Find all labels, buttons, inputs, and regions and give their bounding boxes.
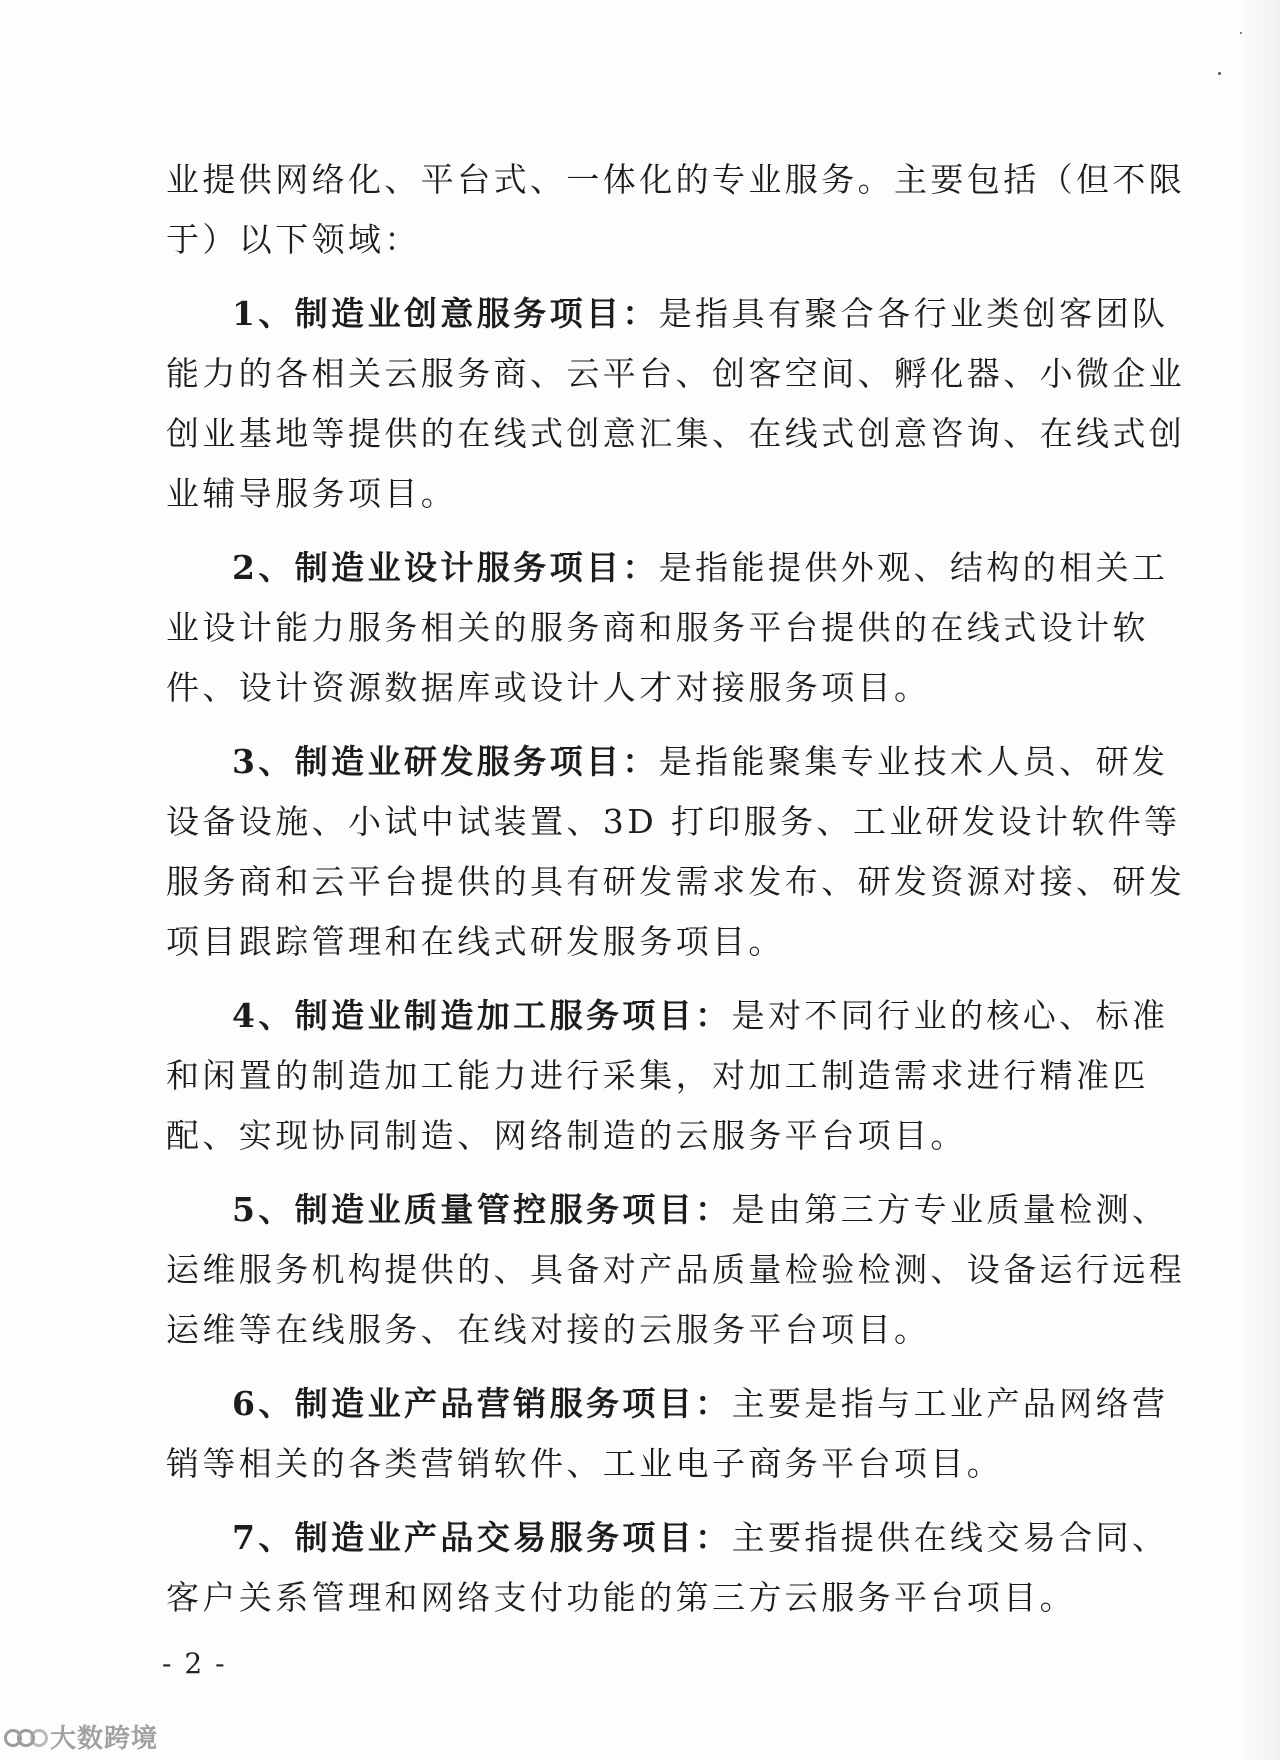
- item-text: 是对不同行业的核心、标准: [731, 996, 1169, 1035]
- intro-line-2: 于）以下领域：: [166, 220, 421, 259]
- item-number: 6、: [232, 1384, 295, 1423]
- item-number: 7、: [232, 1518, 295, 1557]
- item-continuation: 设备设施、小试中试装置、3D 打印服务、工业研发设计软件等: [166, 802, 1181, 841]
- item-title: 制造业设计服务项目：: [294, 548, 659, 587]
- watermark-text: 大数跨境: [50, 1723, 159, 1754]
- item-continuation: 服务商和云平台提供的具有研发需求发布、研发资源对接、研发: [166, 862, 1186, 901]
- document-body: [166, 150, 1186, 1628]
- item-text: 是指具有聚合各行业类创客团队: [658, 294, 1169, 333]
- item-title: 制造业制造加工服务项目：: [294, 996, 732, 1035]
- item-continuation: 和闲置的制造加工能力进行采集，对加工制造需求进行精准匹: [166, 1056, 1149, 1095]
- list-item-4: [166, 986, 1169, 1166]
- item-continuation: 运维等在线服务、在线对接的云服务平台项目。: [166, 1310, 931, 1349]
- item-text: 是指能提供外观、结构的相关工: [658, 548, 1169, 587]
- list-item-5: [166, 1180, 1186, 1360]
- item-continuation: 业设计能力服务相关的服务商和服务平台提供的在线式设计软: [166, 608, 1149, 647]
- item-title: 制造业产品营销服务项目：: [294, 1384, 732, 1423]
- item-number: 4、: [232, 996, 295, 1035]
- scan-speck: [1240, 32, 1242, 34]
- item-number: 2、: [232, 548, 295, 587]
- item-continuation: 运维服务机构提供的、具备对产品质量检验检测、设备运行远程: [166, 1250, 1186, 1289]
- list-item-6: [166, 1374, 1169, 1494]
- item-number: 1、: [232, 294, 295, 333]
- list-item-1: [166, 284, 1186, 524]
- item-text: 主要是指与工业产品网络营: [731, 1384, 1169, 1423]
- item-title: 制造业研发服务项目：: [294, 742, 659, 781]
- scan-edge: [1244, 0, 1280, 1760]
- item-continuation: 客户关系管理和网络支付功能的第三方云服务平台项目。: [166, 1578, 1076, 1617]
- item-text: 主要指提供在线交易合同、: [731, 1518, 1169, 1557]
- intro-line-1: 业提供网络化、平台式、一体化的专业服务。主要包括（但不限: [166, 160, 1186, 199]
- item-continuation: 件、设计资源数据库或设计人才对接服务项目。: [166, 668, 931, 707]
- item-text: 是指能聚集专业技术人员、研发: [658, 742, 1169, 781]
- item-continuation: 配、实现协同制造、网络制造的云服务平台项目。: [166, 1116, 967, 1155]
- item-text: 是由第三方专业质量检测、: [731, 1190, 1169, 1229]
- page-number: - 2 -: [162, 1647, 227, 1680]
- item-title: 制造业创意服务项目：: [294, 294, 659, 333]
- list-item-3: [166, 732, 1186, 972]
- item-title: 制造业质量管控服务项目：: [294, 1190, 732, 1229]
- item-continuation: 业辅导服务项目。: [166, 474, 458, 513]
- item-title: 制造业产品交易服务项目：: [294, 1518, 732, 1557]
- logo-circles-icon: [4, 1721, 44, 1751]
- item-continuation: 能力的各相关云服务商、云平台、创客空间、孵化器、小微企业: [166, 354, 1186, 393]
- item-number: 3、: [232, 742, 295, 781]
- list-item-7: [166, 1508, 1169, 1628]
- scan-speck: [1218, 72, 1221, 75]
- item-continuation: 项目跟踪管理和在线式研发服务项目。: [166, 922, 785, 961]
- item-continuation: 销等相关的各类营销软件、工业电子商务平台项目。: [166, 1444, 1004, 1483]
- item-continuation: 创业基地等提供的在线式创意汇集、在线式创意咨询、在线式创: [166, 414, 1186, 453]
- item-number: 5、: [232, 1190, 295, 1229]
- list-item-2: [166, 538, 1169, 718]
- watermark: [4, 1718, 158, 1754]
